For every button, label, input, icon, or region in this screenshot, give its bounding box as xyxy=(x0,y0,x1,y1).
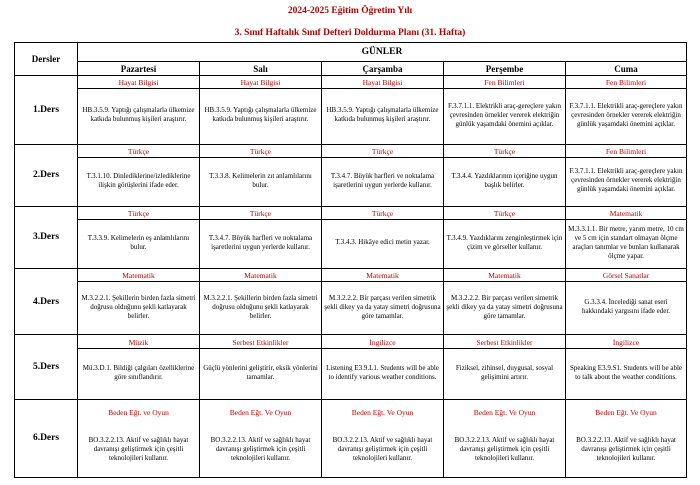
plan-cell xyxy=(444,76,566,145)
plan-cell xyxy=(566,268,687,334)
subject-name: Türkçe xyxy=(322,147,443,158)
objective-text: Güçlü yönlerini geliştirir, eksik yönlerini tamamlar. xyxy=(203,363,318,381)
plan-cell xyxy=(566,206,687,268)
subject-name: Türkçe xyxy=(322,209,443,220)
objective-text: HB.3.5.9. Yaptığı çalışmalarla ülkemize katkıda bulunmuş kişileri araştırır. xyxy=(82,106,195,124)
plan-cell xyxy=(566,76,687,145)
lesson-label: 1.Ders xyxy=(15,76,78,145)
subject-name: Beden Eğt. Ve Oyun xyxy=(229,408,292,418)
subject-name: İngilizce xyxy=(566,338,686,349)
objective-text: Fiziksel, zihinsel, duygusal, sosyal gelişimini artırır. xyxy=(455,363,554,381)
lesson-label: 2.Ders xyxy=(15,144,78,206)
objective-text: BO.3.2.2.13. Aktif ve sağlıklı hayat davranışı geliştirmek için çeşitli teknolojileri kullanır. xyxy=(332,435,433,462)
plan-title: 3. Sınıf Haftalık Sınıf Defteri Doldurma Planı (31. Hafta) xyxy=(234,28,466,38)
objective-text: BO.3.2.2.13. Aktif ve sağlıklı hayat davranışı geliştirmek için çeşitli teknolojileri kullanır. xyxy=(454,435,555,462)
plan-cell xyxy=(322,335,444,399)
objective-text: HB.3.5.9. Yaptığı çalışmalarla ülkemize katkıda bulunmuş kişileri araştırır. xyxy=(326,106,439,124)
gunler-header: GÜNLER xyxy=(78,43,687,62)
subject-name: Fen Bilimleri xyxy=(566,78,686,89)
subject-name: Matematik xyxy=(566,209,686,220)
subject-name: Müzik xyxy=(78,338,199,349)
subject-name: Matematik xyxy=(444,271,565,282)
objective-text: T.3.4.9. Yazdıklarını zenginleştirmek için çizim ve görseller kullanır. xyxy=(446,233,563,251)
day-header: Perşembe xyxy=(444,62,566,76)
lesson-row xyxy=(15,335,687,399)
plan-cell xyxy=(78,76,200,145)
plan-cell xyxy=(322,268,444,334)
plan-cell xyxy=(322,399,444,477)
day-header: Pazartesi xyxy=(78,62,200,76)
plan-cell xyxy=(200,76,322,145)
objective-text: BO.3.2.2.13. Aktif ve sağlıklı hayat davranışı geliştirmek için çeşitli teknolojileri kullanır. xyxy=(576,435,676,462)
plan-cell xyxy=(444,206,566,268)
subject-name: Serbest Etkinlikler xyxy=(200,338,321,349)
subject-name: Matematik xyxy=(78,271,199,282)
objective-text: M.3.3.1.1. Bir metre, yarım metre, 10 cm ve 5 cm için standart olmayan ölçme araçları tanımlar ve bunları kullanarak ölçme yapar. xyxy=(568,224,684,260)
objective-text: F.3.7.1.1. Elektrikli araç-gereçlere yakın çevresinden örnekler vererek elektriğin günlük yaşamdaki önemini açıklar. xyxy=(569,167,683,194)
plan-cell xyxy=(566,335,687,399)
objective-text: M.3.2.2.1. Şekillerin birden fazla simetri doğrusu olduğunu şekli katlayarak belirler. xyxy=(203,293,318,320)
plan-cell xyxy=(78,144,200,206)
objective-text: T.3.1.10. Dinlediklerine/izlediklerine ilişkin görüşlerini ifade eder. xyxy=(86,171,191,189)
subject-name: Fen Bilimleri xyxy=(566,147,686,158)
plan-cell xyxy=(566,144,687,206)
lesson-label: 4.Ders xyxy=(15,268,78,334)
subject-name: Beden Eğt. ve Oyun xyxy=(108,408,169,418)
subject-name: Türkçe xyxy=(78,209,199,220)
plan-cell xyxy=(200,268,322,334)
lesson-label: 3.Ders xyxy=(15,206,78,268)
plan-cell xyxy=(200,144,322,206)
lesson-row xyxy=(15,76,687,145)
subject-name: Görsel Sanatlar xyxy=(566,271,686,282)
subject-name: Türkçe xyxy=(444,147,565,158)
objective-text: M.3.2.2.1. Şekillerin birden fazla simetri doğrusu olduğunu şekli katlayarak belirler. xyxy=(81,293,196,320)
objective-text: T.3.4.3. Hikâye edici metin yazar. xyxy=(335,238,430,247)
subject-name: Türkçe xyxy=(444,209,565,220)
objective-text: F.3.7.1.1. Elektrikli araç-gereçlere yakın çevresinden örnekler vererek elektriğin günlük yaşamdaki önemini açıklar. xyxy=(448,101,561,128)
lesson-label: 5.Ders xyxy=(15,335,78,399)
plan-cell xyxy=(566,399,687,477)
subject-name: Türkçe xyxy=(200,209,321,220)
day-header: Cuma xyxy=(566,62,687,76)
plan-cell xyxy=(322,206,444,268)
objective-text: T.3.4.4. Yazdıklarının içeriğine uygun başlık belirler. xyxy=(451,171,558,189)
subject-name: İngilizce xyxy=(322,338,443,349)
subject-name: Matematik xyxy=(200,271,321,282)
plan-cell xyxy=(444,268,566,334)
subject-name: Fen Bilimleri xyxy=(444,78,565,89)
plan-cell xyxy=(200,335,322,399)
lesson-row xyxy=(15,399,687,477)
plan-cell xyxy=(322,76,444,145)
plan-cell xyxy=(444,335,566,399)
plan-cell xyxy=(322,144,444,206)
objective-text: M.3.2.2.2. Bir parçası verilen simetrik şekli dikey ya da yatay simetri doğrusuna göre tamamlar. xyxy=(446,293,563,320)
subject-name: Matematik xyxy=(322,271,443,282)
objective-text: HB.3.5.9. Yaptığı çalışmalarla ülkemize katkıda bulunmuş kişileri araştırır. xyxy=(204,106,317,124)
plan-body xyxy=(15,76,687,478)
plan-cell xyxy=(78,206,200,268)
dersler-header: Dersler xyxy=(15,43,78,76)
objective-text: Speaking E3.9.S1. Students will be able to talk about the weather conditions. xyxy=(570,363,682,381)
objective-text: F.3.7.1.1. Elektrikli araç-gereçlere yakın çevresinden örnekler vererek elektriğin günlük yaşamdaki önemini açıklar. xyxy=(569,101,683,128)
plan-cell xyxy=(444,144,566,206)
lesson-row xyxy=(15,268,687,334)
objective-text: T.3.3.8. Kelimelerin zıt anlamlılarını bulur. xyxy=(209,171,312,189)
subject-name: Beden Eğt. Ve Oyun xyxy=(595,408,657,418)
objective-text: T.3.3.9. Kelimelerin eş anlamlılarını bulur. xyxy=(87,233,190,251)
objective-text: Listening E3.9.L1. Students will be able to identify various weather conditions. xyxy=(326,363,439,381)
subject-name: Türkçe xyxy=(200,147,321,158)
subject-name: Beden Eğt. Ve Oyun xyxy=(351,408,414,418)
plan-cell xyxy=(200,399,322,477)
plan-cell xyxy=(444,399,566,477)
day-header: Salı xyxy=(200,62,322,76)
plan-cell xyxy=(78,268,200,334)
objective-text: T.3.4.7. Büyük harfleri ve noktalama işaretlerini uygun yerlerde kullanır. xyxy=(330,171,435,189)
lesson-row xyxy=(15,206,687,268)
year-title: 2024-2025 Eğitim Öğretim Yılı xyxy=(287,6,413,16)
objective-text: T.3.4.7. Büyük harfleri ve noktalama işaretlerini uygun yerlerde kullanır. xyxy=(208,233,313,251)
objective-text: BO.3.2.2.13. Aktif ve sağlıklı hayat davranışı geliştirmek için çeşitli teknolojileri kullanır. xyxy=(210,435,311,462)
plan-cell xyxy=(78,335,200,399)
subject-name: Hayat Bilgisi xyxy=(322,78,443,89)
objective-text: M.3.2.2.2. Bir parçası verilen simetrik şekli dikey ya da yatay simetri doğrusuna göre tamamlar. xyxy=(324,293,441,320)
subject-name: Hayat Bilgisi xyxy=(78,78,199,89)
plan-cell xyxy=(78,399,200,477)
lesson-label: 6.Ders xyxy=(15,399,78,477)
subject-name: Hayat Bilgisi xyxy=(200,78,321,89)
plan-cell xyxy=(200,206,322,268)
lesson-row xyxy=(15,144,687,206)
objective-text: G.3.3.4. İncelediği sanat eseri hakkındaki yargısını ifade eder. xyxy=(581,298,671,316)
objective-text: Mü.3.D.1. Bildiği çalgıları özelliklerine göre sınıflandırır. xyxy=(82,363,195,381)
subject-name: Serbest Etkinlikler xyxy=(444,338,565,349)
objective-text: BO.3.2.2.13. Aktif ve sağlıklı hayat davranışı geliştirmek için çeşitli teknolojileri kullanır. xyxy=(88,435,189,462)
day-header: Çarşamba xyxy=(322,62,444,76)
subject-name: Beden Eğt. Ve Oyun xyxy=(473,408,536,418)
subject-name: Türkçe xyxy=(78,147,199,158)
weekly-plan-table xyxy=(14,42,687,478)
